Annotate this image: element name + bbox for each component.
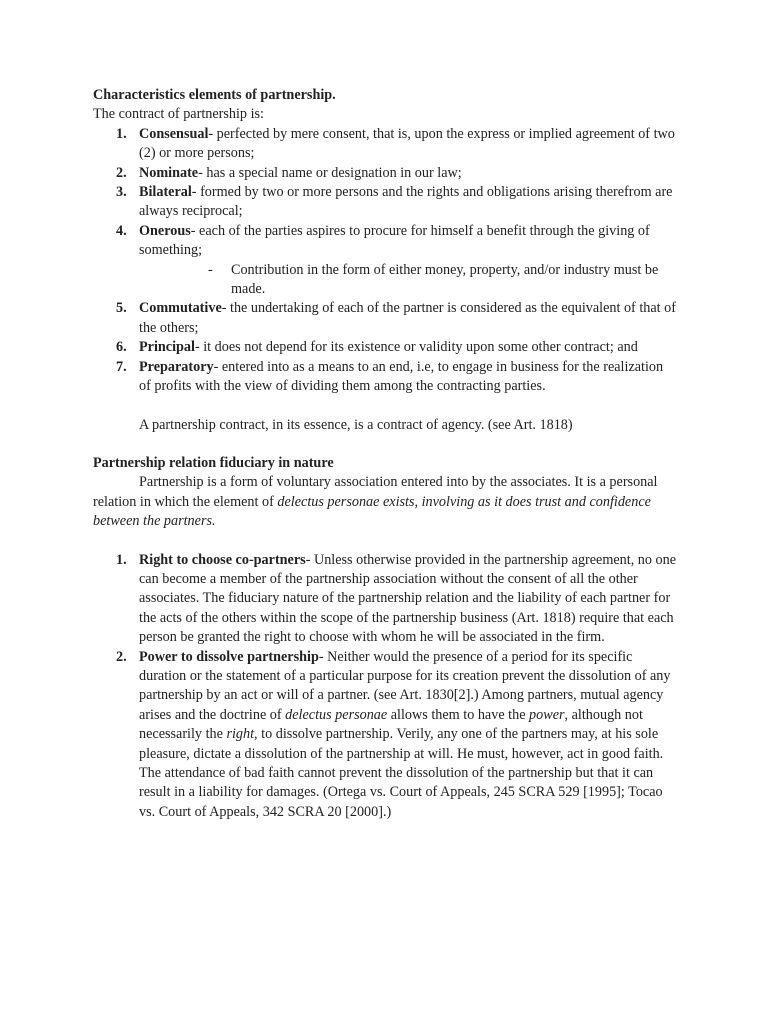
list-number: 7. (116, 358, 127, 375)
characteristics-list (93, 125, 678, 261)
list-number: 2. (116, 648, 127, 665)
sub-bullet-text: Contribution in the form of either money, property, and/or industry must be made. (231, 261, 659, 298)
list-number: 6. (116, 339, 127, 356)
list-term: Bilateral (139, 184, 192, 201)
list-item (93, 222, 678, 261)
list-item (93, 648, 678, 823)
list-term: Consensual (139, 125, 209, 142)
section-heading-fiduciary: Partnership relation fiduciary in nature (93, 454, 334, 471)
list-text: , although not necessarily the (139, 706, 643, 743)
list-text: - Neither would the presence of a period for its specific duration or the statement of a particular purpose for its creation prevent the dissolution of any partnership by an act or will of a partner. (see Art. 1830[2].) Among partners, mutual agency arises and the doctrine of (139, 648, 671, 723)
list-term: Commutative (139, 300, 222, 317)
section-heading-characteristics: Characteristics elements of partnership. (93, 87, 336, 103)
list-text: - entered into as a means to an end, i.e, to engage in business for the realization of profits with the view of dividing them among the contracting parties. (139, 358, 664, 395)
paragraph-text: Partnership is a form of voluntary association entered into by the associates. It is a personal relation in which the element of (93, 474, 658, 510)
list-number: 1. (116, 551, 127, 568)
list-term: Right to choose co-partners (139, 551, 306, 568)
list-number: 5. (116, 300, 127, 317)
document-page (93, 86, 678, 822)
spacer (93, 435, 678, 454)
paragraph-italic-text: delectus personae exists, involving as it does trust and confidence between the partners. (93, 493, 651, 530)
list-item (93, 125, 678, 164)
list-italic-text: power (529, 706, 565, 723)
sub-bullet-item (93, 261, 678, 300)
fiduciary-list (93, 551, 678, 823)
list-item (93, 299, 678, 338)
list-item (93, 358, 678, 397)
list-text: - each of the parties aspires to procure for himself a benefit through the giving of something; (139, 222, 650, 259)
list-italic-text: right (226, 726, 255, 743)
list-text: - it does not depend for its existence or validity upon some other contract; and (194, 339, 638, 356)
list-item (93, 551, 678, 648)
list-term: Nominate (139, 164, 199, 181)
list-text: allows them to have the (387, 706, 530, 723)
characteristics-list-continued (93, 299, 678, 396)
list-item (93, 183, 678, 222)
list-text: - perfected by mere consent, that is, upon the express or implied agreement of two (2) or more persons; (139, 125, 675, 162)
spacer (93, 532, 678, 551)
list-number: 1. (116, 125, 127, 142)
list-number: 2. (116, 164, 127, 181)
list-number: 3. (116, 184, 127, 201)
list-item (93, 164, 678, 183)
section-intro: The contract of partnership is: (93, 106, 264, 123)
list-text: - has a special name or designation in our law; (198, 164, 462, 181)
list-term: Onerous (139, 222, 191, 239)
list-italic-text: delectus personae (285, 706, 388, 723)
list-number: 4. (116, 222, 127, 239)
fiduciary-paragraph (93, 473, 678, 531)
spacer (93, 397, 678, 416)
list-term: Preparatory (139, 358, 214, 375)
dash-bullet: - (208, 261, 213, 278)
list-text: - Unless otherwise provided in the partnership agreement, no one can become a member of the partnership association without the consent of all the other associates. The fiduciary nature of the partnership relation and the liability of each partner for the acts of the others within the scope of the partnership business (Art. 1818) require that each person be granted the right to choose with whom he will be associated in the firm. (139, 551, 677, 646)
list-term: Principal (139, 339, 195, 356)
agency-note: A partnership contract, in its essence, is a contract of agency. (see Art. 1818) (139, 416, 573, 433)
list-text: , to dissolve partnership. Verily, any one of the partners may, at his sole pleasure, dictate a dissolution of the partnership at will. He must, however, act in good faith. The attendance of bad faith cannot prevent the dissolution of the partnership but that it can result in a liability for damages. (Ortega vs. Court of Appeals, 245 SCRA 529 [1995]; Tocao vs. Court of Appeals, 342 SCRA 20 [2000].) (139, 726, 664, 820)
list-term: Power to dissolve partnership (139, 648, 319, 665)
list-item (93, 338, 678, 357)
list-text: - the undertaking of each of the partner is considered as the equivalent of that of the others; (139, 300, 676, 336)
list-text: - formed by two or more persons and the rights and obligations arising therefrom are always reciprocal; (139, 184, 673, 220)
